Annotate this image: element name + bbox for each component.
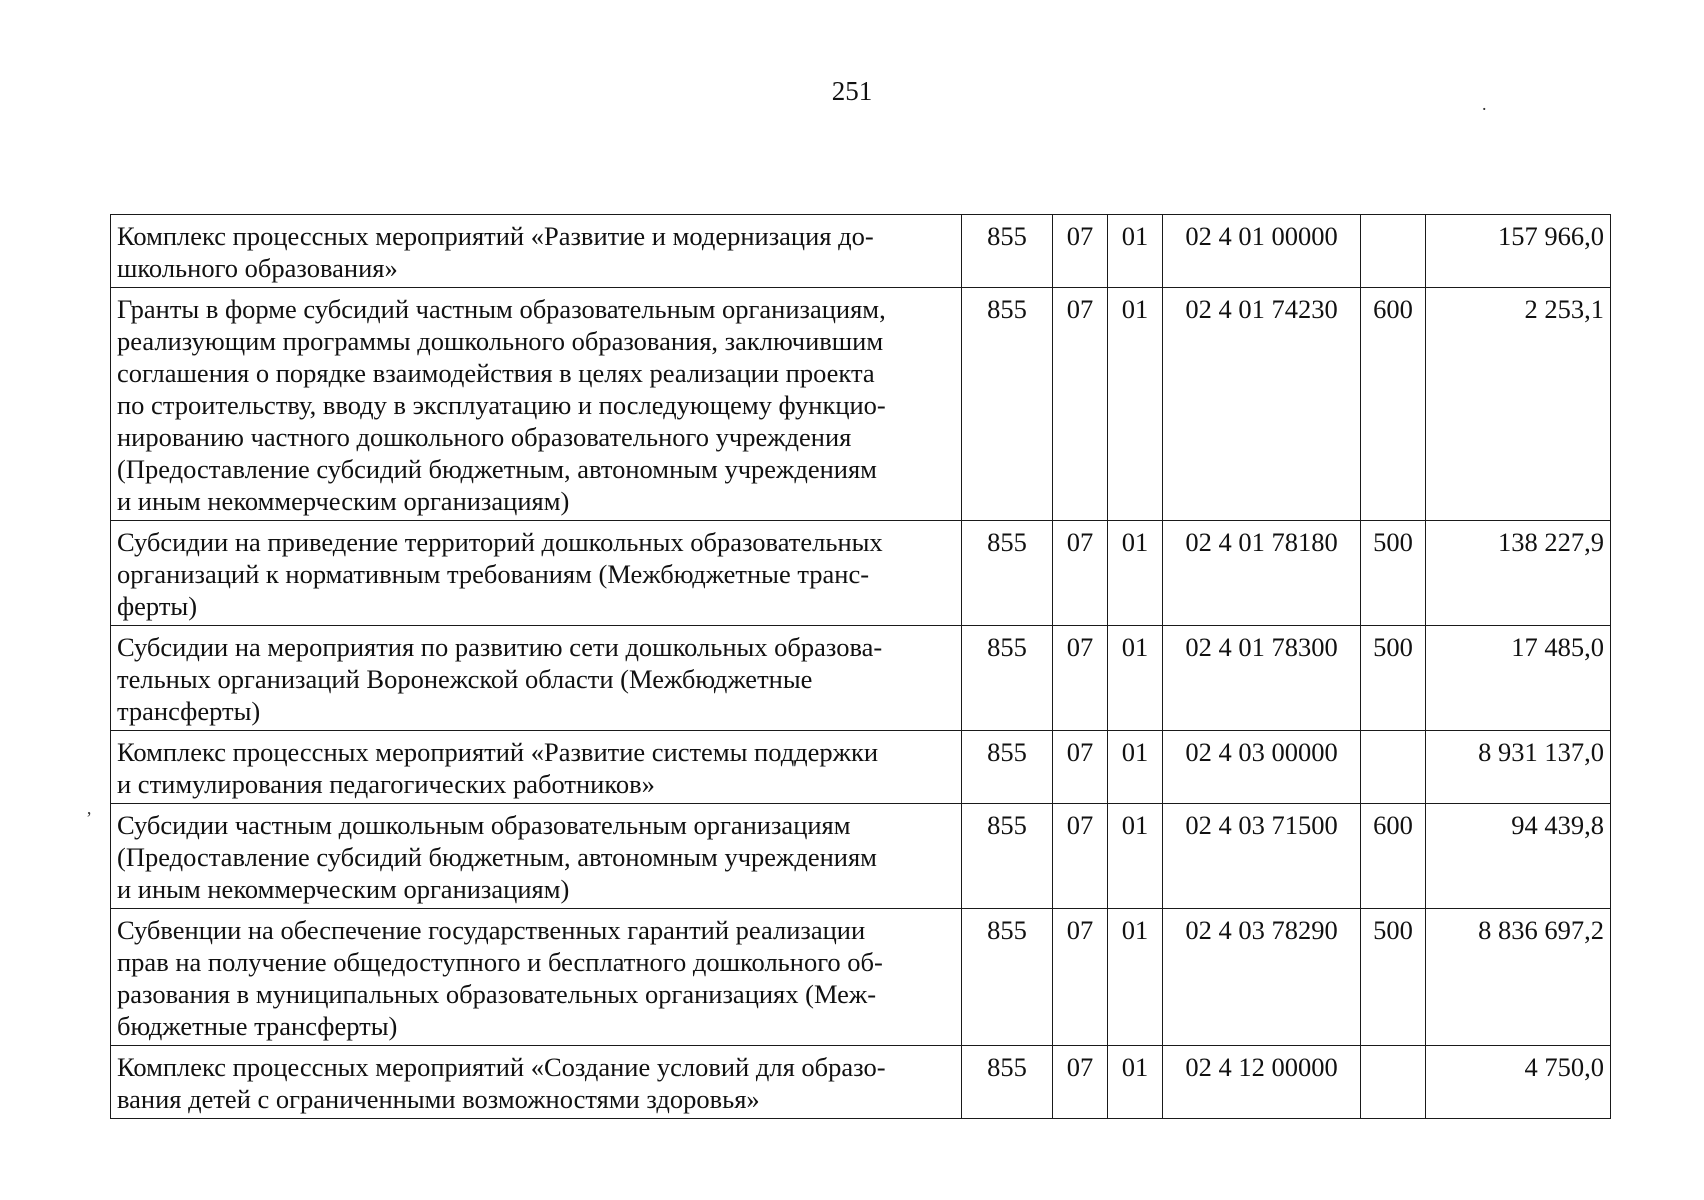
budget-table: [110, 214, 1611, 1119]
item-name-line: Субсидии частным дошкольным образовательным организациям: [117, 810, 851, 840]
item-name-cell: [111, 521, 962, 626]
subsection-code-cell: 01: [1108, 215, 1163, 288]
item-name-line: вания детей с ограниченными возможностями здоровья»: [117, 1084, 760, 1114]
amount-cell: 4 750,0: [1426, 1046, 1611, 1119]
expense-type-cell: [1361, 1046, 1426, 1119]
item-name-line: школьного образования»: [117, 253, 398, 283]
scan-speck-mark: .: [1482, 94, 1487, 114]
amount-cell: 157 966,0: [1426, 215, 1611, 288]
target-article-cell: 02 4 03 71500: [1163, 804, 1361, 909]
section-code-cell: 07: [1053, 521, 1108, 626]
subsection-code-cell: 01: [1108, 288, 1163, 521]
expense-type-cell: [1361, 215, 1426, 288]
table-row: [111, 731, 1611, 804]
section-code-cell: 07: [1053, 288, 1108, 521]
item-name-line: Субсидии на приведение территорий дошкольных образовательных: [117, 527, 883, 557]
item-name-line: прав на получение общедоступного и бесплатного дошкольного об-: [117, 947, 883, 977]
table-body: [111, 215, 1611, 1119]
scan-tick-mark: ʼ: [86, 808, 92, 828]
subsection-code-cell: 01: [1108, 1046, 1163, 1119]
expense-type-cell: [1361, 731, 1426, 804]
grbs-code-cell: 855: [962, 804, 1053, 909]
item-name-line: (Предоставление субсидий бюджетным, автономным учреждениям: [117, 842, 877, 872]
amount-cell: 94 439,8: [1426, 804, 1611, 909]
expense-type-cell: 500: [1361, 909, 1426, 1046]
target-article-cell: 02 4 01 78300: [1163, 626, 1361, 731]
grbs-code-cell: 855: [962, 626, 1053, 731]
item-name-line: и иным некоммерческим организациям): [117, 874, 570, 904]
item-name-line: ферты): [117, 591, 198, 621]
item-name-cell: [111, 804, 962, 909]
expense-type-cell: 500: [1361, 521, 1426, 626]
target-article-cell: 02 4 03 78290: [1163, 909, 1361, 1046]
item-name-line: (Предоставление субсидий бюджетным, автономным учреждениям: [117, 454, 877, 484]
table-row: [111, 215, 1611, 288]
section-code-cell: 07: [1053, 215, 1108, 288]
item-name-cell: [111, 626, 962, 731]
target-article-cell: 02 4 01 00000: [1163, 215, 1361, 288]
item-name-line: соглашения о порядке взаимодействия в целях реализации проекта: [117, 358, 875, 388]
subsection-code-cell: 01: [1108, 626, 1163, 731]
section-code-cell: 07: [1053, 1046, 1108, 1119]
grbs-code-cell: 855: [962, 731, 1053, 804]
amount-cell: 2 253,1: [1426, 288, 1611, 521]
item-name-line: тельных организаций Воронежской области (Межбюджетные: [117, 664, 813, 694]
item-name-line: бюджетные трансферты): [117, 1011, 398, 1041]
target-article-cell: 02 4 01 78180: [1163, 521, 1361, 626]
subsection-code-cell: 01: [1108, 731, 1163, 804]
subsection-code-cell: 01: [1108, 909, 1163, 1046]
page-number: 251: [831, 76, 873, 106]
item-name-cell: [111, 215, 962, 288]
amount-cell: 8 931 137,0: [1426, 731, 1611, 804]
grbs-code-cell: 855: [962, 521, 1053, 626]
grbs-code-cell: 855: [962, 1046, 1053, 1119]
item-name-cell: [111, 909, 962, 1046]
table-row: [111, 909, 1611, 1046]
subsection-code-cell: 01: [1108, 521, 1163, 626]
expense-type-cell: 600: [1361, 804, 1426, 909]
expense-type-cell: 500: [1361, 626, 1426, 731]
amount-cell: 8 836 697,2: [1426, 909, 1611, 1046]
item-name-line: по строительству, вводу в эксплуатацию и последующему функцио-: [117, 390, 886, 420]
grbs-code-cell: 855: [962, 215, 1053, 288]
section-code-cell: 07: [1053, 626, 1108, 731]
grbs-code-cell: 855: [962, 288, 1053, 521]
amount-cell: 138 227,9: [1426, 521, 1611, 626]
amount-cell: 17 485,0: [1426, 626, 1611, 731]
item-name-cell: [111, 731, 962, 804]
item-name-line: Гранты в форме субсидий частным образовательным организациям,: [117, 294, 886, 324]
table-row: [111, 804, 1611, 909]
expense-type-cell: 600: [1361, 288, 1426, 521]
item-name-line: трансферты): [117, 696, 261, 726]
item-name-line: Комплекс процессных мероприятий «Развитие системы поддержки: [117, 737, 879, 767]
target-article-cell: 02 4 12 00000: [1163, 1046, 1361, 1119]
grbs-code-cell: 855: [962, 909, 1053, 1046]
table-row: [111, 288, 1611, 521]
item-name-cell: [111, 288, 962, 521]
item-name-line: Субсидии на мероприятия по развитию сети дошкольных образова-: [117, 632, 883, 662]
table-row: [111, 521, 1611, 626]
subsection-code-cell: 01: [1108, 804, 1163, 909]
item-name-line: реализующим программы дошкольного образования, заключившим: [117, 326, 884, 356]
item-name-cell: [111, 1046, 962, 1119]
item-name-line: Комплекс процессных мероприятий «Создание условий для образо-: [117, 1052, 886, 1082]
section-code-cell: 07: [1053, 909, 1108, 1046]
target-article-cell: 02 4 01 74230: [1163, 288, 1361, 521]
item-name-line: нированию частного дошкольного образовательного учреждения: [117, 422, 852, 452]
item-name-line: и иным некоммерческим организациям): [117, 486, 570, 516]
item-name-line: Субвенции на обеспечение государственных гарантий реализации: [117, 915, 866, 945]
target-article-cell: 02 4 03 00000: [1163, 731, 1361, 804]
item-name-line: Комплекс процессных мероприятий «Развитие и модернизация до-: [117, 221, 874, 251]
table-row: [111, 626, 1611, 731]
item-name-line: и стимулирования педагогических работников»: [117, 769, 655, 799]
section-code-cell: 07: [1053, 804, 1108, 909]
item-name-line: разования в муниципальных образовательных организациях (Меж-: [117, 979, 877, 1009]
table-row: [111, 1046, 1611, 1119]
item-name-line: организаций к нормативным требованиям (Межбюджетные транс-: [117, 559, 870, 589]
section-code-cell: 07: [1053, 731, 1108, 804]
